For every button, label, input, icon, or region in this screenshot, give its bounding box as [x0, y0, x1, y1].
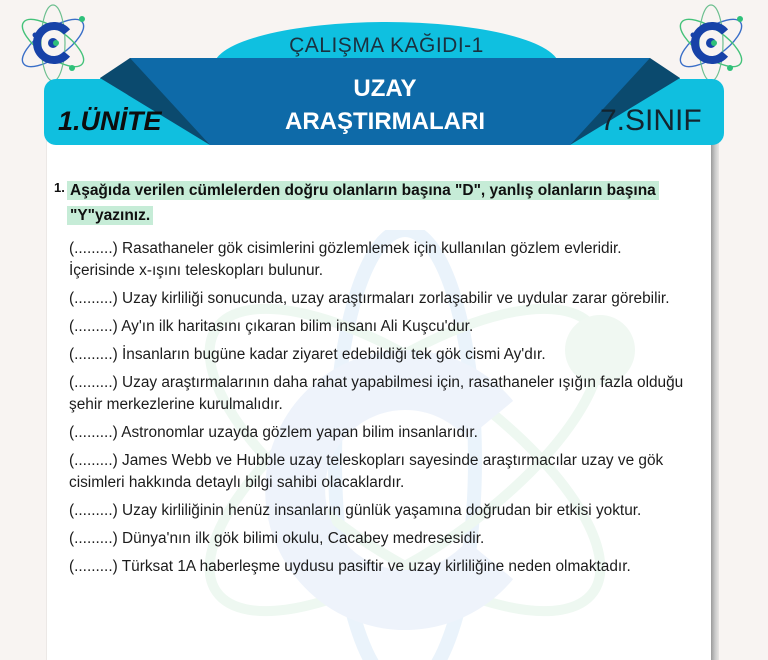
answer-blank[interactable]: (.........): [69, 318, 118, 335]
atom-logo-icon: [670, 2, 752, 84]
list-item: (.........) Astronomlar uzayda gözlem yapan bilim insanlarıdır.: [69, 424, 478, 441]
answer-blank[interactable]: (.........): [69, 452, 118, 469]
page-title: [230, 72, 540, 138]
answer-blank[interactable]: (.........): [69, 240, 118, 257]
answer-blank[interactable]: (.........): [69, 502, 118, 519]
question-instruction: Aşağıda verilen cümlelerden doğru olanların başına "D", yanlış olanların başına "Y"yazınız.: [67, 178, 657, 228]
paper-shadow: [711, 140, 719, 660]
answer-blank[interactable]: (.........): [69, 346, 118, 363]
unit-label: 1.ÜNİTE: [58, 106, 162, 136]
list-item: (.........) İnsanların bugüne kadar ziyaret edebildiği tek gök cismi Ay'dır.: [69, 346, 546, 363]
worksheet-label: ÇALIŞMA KAĞIDI-1: [289, 34, 484, 57]
grade-label: 7.SINIF: [600, 104, 702, 137]
question-number: 1.: [54, 180, 65, 195]
answer-blank[interactable]: (.........): [69, 374, 118, 391]
list-item: (.........) Uzay araştırmalarının daha rahat yapabilmesi için, rasathaneler ışığın fazla olduğu şehir merkezlerine kurulmalıdır.: [69, 374, 684, 413]
title-line-2: ARAŞTIRMALARI: [285, 108, 485, 135]
list-item: (.........) Ay'ın ilk haritasını çıkaran bilim insanı Ali Kuşcu'dur.: [69, 318, 474, 335]
answer-blank[interactable]: (.........): [69, 530, 118, 547]
statement-list: [69, 238, 689, 584]
atom-logo-icon: [12, 2, 94, 84]
list-item: (.........) Uzay kirliliğinin henüz insanların günlük yaşamına doğrudan bir etkisi yoktur.: [69, 502, 642, 519]
list-item: (.........) Türksat 1A haberleşme uydusu pasiftir ve uzay kirliliğine neden olmaktadır.: [69, 558, 631, 575]
answer-blank[interactable]: (.........): [69, 558, 118, 575]
list-item: (.........) James Webb ve Hubble uzay teleskopları sayesinde araştırmacılar uzay ve gök cisimleri hakkında detaylı bilgi sahibi olacaklardır.: [69, 452, 664, 491]
list-item: (.........) Dünya'nın ilk gök bilimi okulu, Cacabey medresesidir.: [69, 530, 485, 547]
answer-blank[interactable]: (.........): [69, 290, 118, 307]
list-item: (.........) Rasathaneler gök cisimlerini gözlemlemek için kullanılan gözlem evleridir. İçerisinde x-ışını teleskopları bulunur.: [69, 240, 622, 279]
title-line-1: UZAY: [353, 75, 417, 102]
list-item: (.........) Uzay kirliliği sonucunda, uzay araştırmaları zorlaşabilir ve uydular zarar görebilir.: [69, 290, 670, 307]
answer-blank[interactable]: (.........): [69, 424, 118, 441]
